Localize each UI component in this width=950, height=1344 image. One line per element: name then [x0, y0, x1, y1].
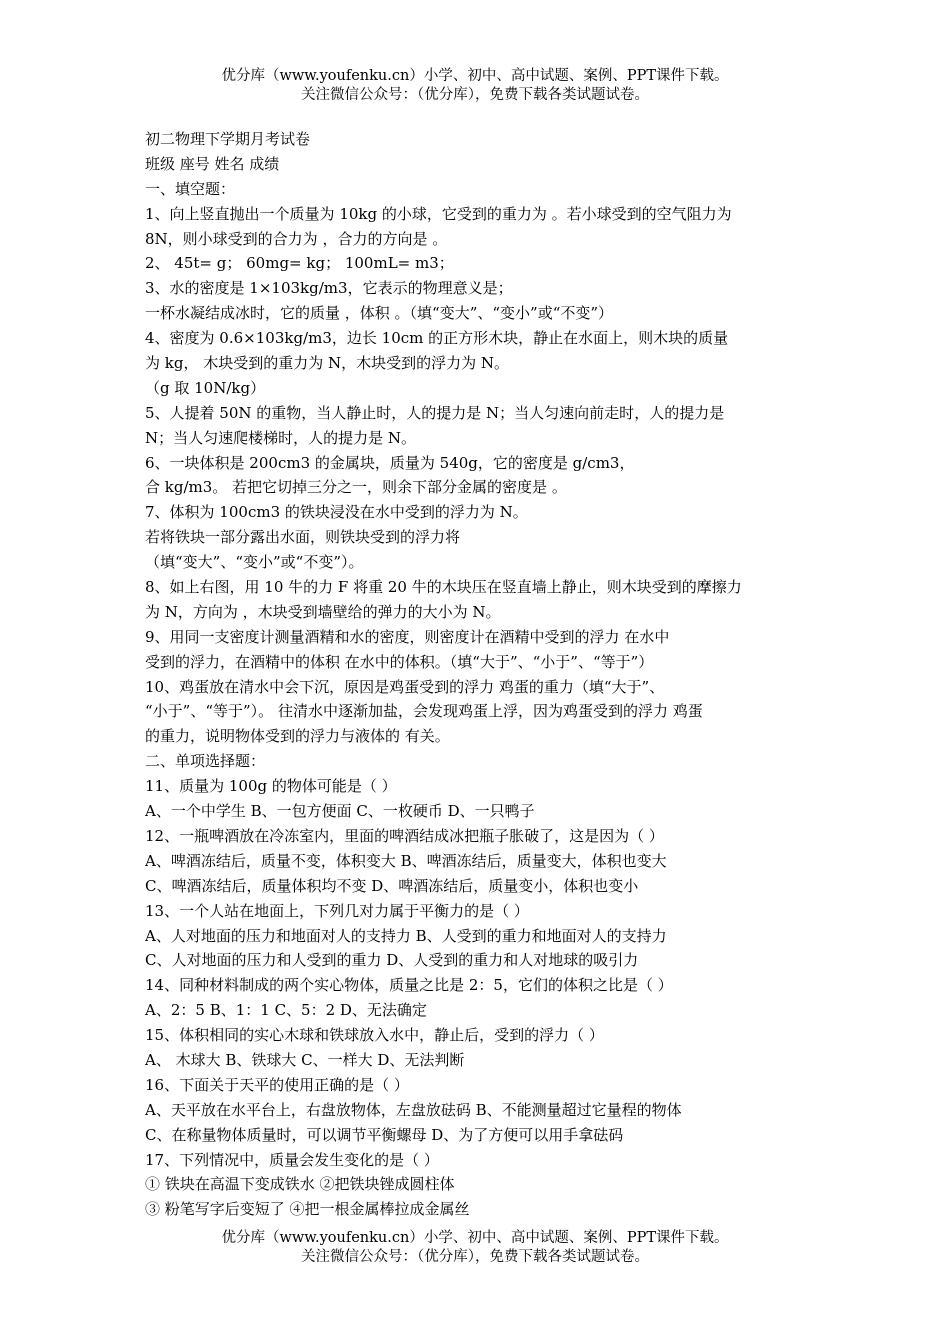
text-line: A、一个中学生 B、一包方便面 C、一枚硬币 D、一只鸭子	[145, 802, 535, 821]
text-line: A、人对地面的压力和地面对人的支持力 B、人受到的重力和地面对人的支持力	[145, 926, 667, 945]
text-line: 9、用同一支密度计测量酒精和水的密度，则密度计在酒精中受到的浮力 在水中	[145, 627, 670, 646]
text-line: 一杯水凝结成冰时，它的质量 ，体积 。（填“变大”、“变小”或“不变”）	[145, 304, 614, 323]
text-line: 受到的浮力，在酒精中的体积 在水中的体积。（填“大于”、“小于”、“等于”）	[145, 652, 654, 671]
text-line: C、在称量物体质量时，可以调节平衡螺母 D、为了方便可以用手拿砝码	[145, 1125, 624, 1144]
text-line: （g 取 10N/kg）	[145, 378, 266, 397]
header-line-2: 关注微信公众号：（优分库），免费下载各类试题试卷。	[301, 87, 649, 103]
page-header	[0, 67, 950, 105]
page-footer	[0, 1229, 950, 1267]
text-line: 6、一块体积是 200cm3 的金属块，质量为 540g，它的密度是 g/cm3，	[145, 453, 635, 472]
text-line: 3、水的密度是 1×103kg/m3，它表示的物理意义是；	[145, 279, 513, 298]
text-line: 4、密度为 0.6×103kg/m3，边长 10cm 的正方形木块，静止在水面上，则木块的质量	[145, 329, 729, 348]
text-line: 16、下面关于天平的使用正确的是（ ）	[145, 1075, 409, 1094]
text-line: A、 木球大 B、铁球大 C、一样大 D、无法判断	[145, 1050, 465, 1069]
text-line: 二、单项选择题：	[145, 752, 266, 771]
text-line: 2、 45t= g； 60mg= kg； 100mL= m3；	[145, 254, 454, 273]
text-line: 15、体积相同的实心木球和铁球放入水中，静止后，受到的浮力（ ）	[145, 1026, 604, 1045]
text-line: 初二物理下学期月考试卷	[145, 130, 311, 148]
text-line: A、天平放在水平台上，右盘放物体，左盘放砝码 B、不能测量超过它量程的物体	[145, 1100, 682, 1119]
exam-body	[145, 127, 815, 1222]
text-line: C、啤酒冻结后，质量体积均不变 D、啤酒冻结后，质量变小，体积也变小	[145, 876, 639, 895]
text-line: 合 kg/m3。 若把它切掉三分之一，则余下部分金属的密度是 。	[145, 478, 567, 497]
text-line: 11、质量为 100g 的物体可能是（ ）	[145, 777, 397, 796]
text-line: ① 铁块在高温下变成铁水 ②把铁块锉成圆柱体	[145, 1175, 455, 1194]
text-line: 14、同种材料制成的两个实心物体，质量之比是 2：5，它们的体积之比是（ ）	[145, 976, 673, 995]
text-line: 7、体积为 100cm3 的铁块浸没在水中受到的浮力为 N。	[145, 503, 528, 522]
text-line: N；当人匀速爬楼梯时，人的提力是 N。	[145, 428, 417, 447]
text-line: 10、鸡蛋放在清水中会下沉，原因是鸡蛋受到的浮力 鸡蛋的重力（填“大于”、	[145, 677, 665, 696]
text-line: 的重力，说明物体受到的浮力与液体的 有关。	[145, 727, 450, 746]
text-line: “小于”、“等于”）。 往清水中逐渐加盐，会发现鸡蛋上浮，因为鸡蛋受到的浮力 鸡蛋	[145, 702, 703, 721]
text-line: 为 kg， 木块受到的重力为 N，木块受到的浮力为 N。	[145, 354, 510, 373]
text-line: 8N，则小球受到的合力为 ，合力的方向是 。	[145, 229, 448, 248]
text-line: 5、人提着 50N 的重物，当人静止时，人的提力是 N；当人匀速向前走时，人的提力是	[145, 403, 725, 422]
text-line: 17、下列情况中，质量会发生变化的是（ ）	[145, 1150, 439, 1169]
text-line: 一、填空题：	[145, 179, 236, 198]
text-line: （填“变大”、“变小”或“不变”）。	[145, 553, 364, 572]
text-line: A、啤酒冻结后，质量不变，体积变大 B、啤酒冻结后，质量变大，体积也变大	[145, 851, 667, 870]
header-line-1: 优分库（www.youfenku.cn）小学、初中、高中试题、案例、PPT课件下载。	[221, 68, 729, 84]
text-line: 班级 座号 姓名 成绩	[145, 154, 280, 173]
text-line: 1、向上竖直抛出一个质量为 10kg 的小球，它受到的重力为 。若小球受到的空气阻力为	[145, 204, 732, 223]
text-line: C、人对地面的压力和人受到的重力 D、人受到的重力和人对地球的吸引力	[145, 951, 639, 970]
footer-line-2: 关注微信公众号：（优分库），免费下载各类试题试卷。	[301, 1249, 649, 1265]
text-line: ③ 粉笔写字后变短了 ④把一根金属棒拉成金属丝	[145, 1200, 470, 1219]
text-line: 若将铁块一部分露出水面，则铁块受到的浮力将	[145, 528, 461, 547]
text-line: A、2：5 B、1：1 C、5：2 D、无法确定	[145, 1001, 427, 1020]
text-line: 为 N，方向为 ，木块受到墙壁给的弹力的大小为 N。	[145, 602, 501, 621]
text-line: 13、一个人站在地面上，下列几对力属于平衡力的是（ ）	[145, 901, 529, 920]
text-line: 8、如上右图，用 10 牛的力 F 将重 20 牛的木块压在竖直墙上静止，则木块受到的摩擦力	[145, 578, 742, 597]
text-line: 12、一瓶啤酒放在冷冻室内，里面的啤酒结成冰把瓶子胀破了，这是因为（ ）	[145, 826, 664, 845]
footer-line-1: 优分库（www.youfenku.cn）小学、初中、高中试题、案例、PPT课件下载。	[221, 1230, 729, 1246]
